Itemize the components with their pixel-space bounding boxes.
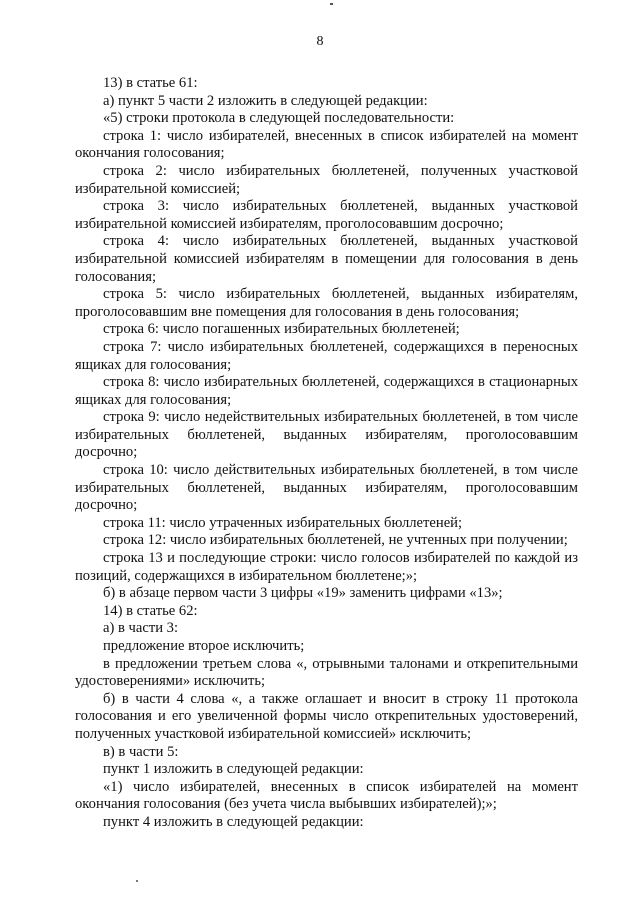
- paragraph: б) в абзаце первом части 3 цифры «19» заменить цифрами «13»;: [103, 585, 503, 602]
- paragraph: строка 7: число избирательных бюллетеней, содержащихся в переносных ящиках для голосования;: [75, 338, 578, 373]
- document-body: [75, 75, 578, 832]
- paragraph: строка 10: число действительных избирательных бюллетеней, в том числе избирательных бюллетеней, выданных избирателям, проголосовавшим досрочно;: [75, 462, 578, 514]
- scan-mark: [136, 880, 138, 882]
- paragraph: «1) число избирателей, внесенных в список избирателей на момент окончания голосования (без учета числа выбывших избирателей);»;: [75, 778, 578, 813]
- paragraph: в предложении третьем слова «, отрывными талонами и открепительными удостоверениями» исключить;: [75, 655, 578, 690]
- paragraph: строка 1: число избирателей, внесенных в список избирателей на момент окончания голосования;: [75, 127, 578, 162]
- paragraph: а) в части 3:: [103, 620, 179, 637]
- paragraph: строка 6: число погашенных избирательных бюллетеней;: [103, 321, 460, 338]
- paragraph: строка 4: число избирательных бюллетеней, выданных участковой избирательной комиссией избирателям в помещении для голосования в день голосования;: [75, 233, 578, 285]
- paragraph: 14) в статье 62:: [103, 602, 198, 619]
- paragraph: в) в части 5:: [103, 743, 179, 760]
- paragraph: строка 3: число избирательных бюллетеней, выданных участковой избирательной комиссией избирателям, проголосовавшим досрочно;: [75, 198, 578, 232]
- paragraph: а) пункт 5 части 2 изложить в следующей редакции:: [103, 92, 428, 109]
- paragraph: пункт 4 изложить в следующей редакции:: [103, 813, 364, 830]
- paragraph: строка 13 и последующие строки: число голосов избирателей по каждой из позиций, содержащихся в избирательном бюллетене;»;: [75, 550, 578, 584]
- page-number: 8: [316, 34, 324, 49]
- paragraph: предложение второе исключить;: [103, 638, 305, 654]
- paragraph: строка 8: число избирательных бюллетеней, содержащихся в стационарных ящиках для голосования;: [75, 374, 578, 408]
- paragraph: пункт 1 изложить в следующей редакции:: [103, 761, 364, 778]
- paragraph: 13) в статье 61:: [103, 75, 198, 91]
- scan-mark: [330, 3, 333, 5]
- paragraph: «5) строки протокола в следующей последовательности:: [103, 110, 455, 127]
- paragraph: строка 5: число избирательных бюллетеней, выданных избирателям, проголосовавшим вне помещения для голосования в день голосования;: [75, 286, 578, 320]
- paragraph: б) в части 4 слова «, а также оглашает и вносит в строку 11 протокола голосования и его увеличенной формы число открепительных удостоверений, полученных участковой избирательной комиссией» исключить;: [75, 690, 578, 742]
- paragraph: строка 11: число утраченных избирательных бюллетеней;: [103, 514, 463, 531]
- paragraph: строка 9: число недействительных избирательных бюллетеней, в том числе избирательных бюллетеней, выданных избирателям, проголосовавшим досрочно;: [75, 409, 578, 461]
- paragraph: строка 12: число избирательных бюллетеней, не учтенных при получении;: [103, 532, 568, 549]
- paragraph: строка 2: число избирательных бюллетеней, полученных участковой избирательной комиссией;: [75, 162, 578, 197]
